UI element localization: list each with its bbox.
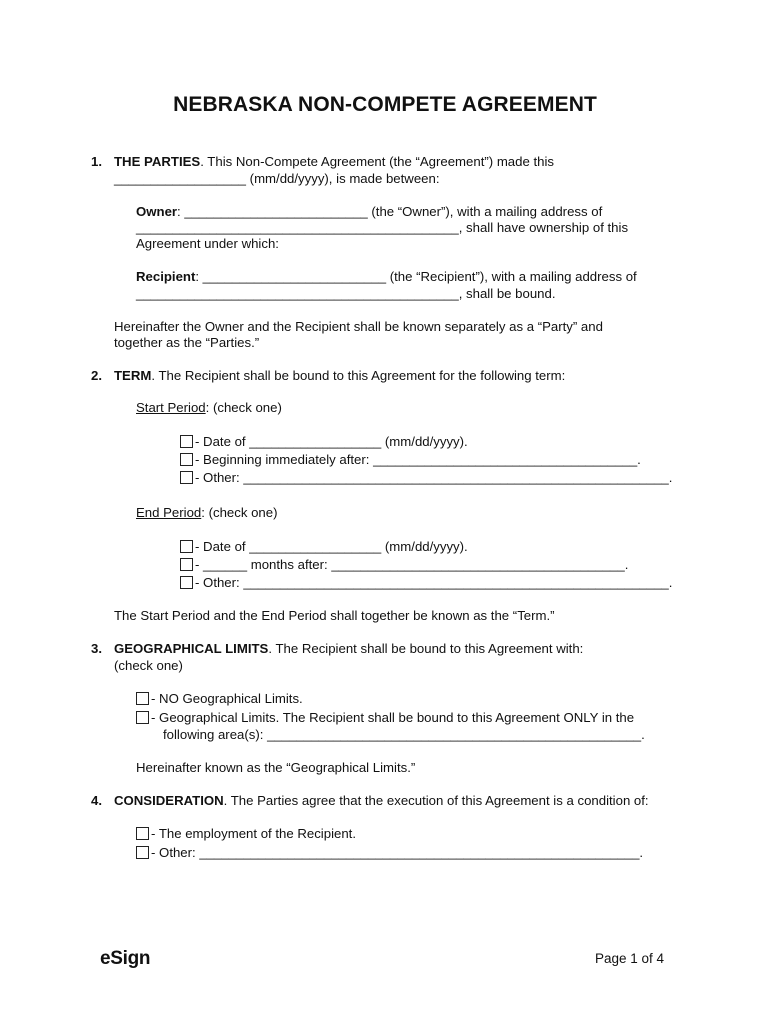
end-option-months xyxy=(180,556,628,573)
term-definition: The Start Period and the End Period shall together be known as the “Term.” xyxy=(114,608,555,623)
option-label: - Other: __________________________________________________________. xyxy=(195,470,673,485)
section-4-text: . The Parties agree that the execution of this Agreement is a condition of: xyxy=(223,793,649,808)
checkbox[interactable] xyxy=(136,692,149,705)
end-period-label: End Period xyxy=(136,505,202,520)
option-label: - ______ months after: ________________________________________. xyxy=(195,557,629,572)
end-period-suffix: : (check one) xyxy=(201,505,278,520)
section-1-heading: THE PARTIES xyxy=(114,154,201,169)
section-3-heading: GEOGRAPHICAL LIMITS xyxy=(114,641,269,656)
parties-definition-line-1: Hereinafter the Owner and the Recipient shall be known separately as a “Party” and xyxy=(114,319,603,334)
option-label: - NO Geographical Limits. xyxy=(151,691,303,706)
end-option-other xyxy=(180,574,672,591)
geo-option-none xyxy=(136,690,303,707)
start-option-beginning xyxy=(180,451,641,468)
section-4-heading: CONSIDERATION xyxy=(114,793,224,808)
esign-logo: eSign xyxy=(100,948,151,969)
section-1-text: . This Non-Compete Agreement (the “Agreement”) made this xyxy=(200,154,554,169)
page-number: Page 1 of 4 xyxy=(595,951,665,966)
start-period-heading xyxy=(136,399,282,416)
start-period-label: Start Period xyxy=(136,400,206,415)
checkbox[interactable] xyxy=(180,453,193,466)
section-3-number: 3. xyxy=(91,641,102,656)
section-3-line xyxy=(114,640,583,657)
option-label: - Date of __________________ (mm/dd/yyyy). xyxy=(195,539,468,554)
option-label: - The employment of the Recipient. xyxy=(151,826,356,841)
owner-line-1 xyxy=(136,203,602,220)
option-label: - Other: ____________________________________________________________. xyxy=(151,845,644,860)
section-3-text: . The Recipient shall be bound to this Agreement with: xyxy=(268,641,584,656)
end-period-heading xyxy=(136,504,277,521)
checkbox[interactable] xyxy=(180,435,193,448)
geo-option-limits xyxy=(136,709,634,726)
geo-definition: Hereinafter known as the “Geographical Limits.” xyxy=(136,760,416,775)
start-option-other xyxy=(180,469,672,486)
owner-text: : _________________________ (the “Owner”), with a mailing address of xyxy=(177,204,603,219)
option-label: - Geographical Limits. The Recipient shall be bound to this Agreement ONLY in the xyxy=(151,710,635,725)
checkbox[interactable] xyxy=(180,576,193,589)
document-title: NEBRASKA NON-COMPETE AGREEMENT xyxy=(173,93,597,116)
section-4-line xyxy=(114,792,649,809)
recipient-line-2: ____________________________________________, shall be bound. xyxy=(136,286,556,301)
option-label: - Date of __________________ (mm/dd/yyyy). xyxy=(195,434,468,449)
end-option-date xyxy=(180,538,468,555)
option-label: - Beginning immediately after: ____________________________________. xyxy=(195,452,641,467)
checkbox[interactable] xyxy=(136,711,149,724)
consideration-option-employment xyxy=(136,825,356,842)
recipient-text: : _________________________ (the “Recipient”), with a mailing address of xyxy=(195,269,637,284)
section-2-line xyxy=(114,367,565,384)
checkbox[interactable] xyxy=(180,540,193,553)
start-option-date xyxy=(180,433,468,450)
consideration-option-other xyxy=(136,844,643,861)
checkbox[interactable] xyxy=(180,558,193,571)
recipient-line-1 xyxy=(136,268,637,285)
section-1-line-2: __________________ (mm/dd/yyyy), is made between: xyxy=(114,171,440,186)
checkbox[interactable] xyxy=(136,827,149,840)
checkbox[interactable] xyxy=(136,846,149,859)
section-4-number: 4. xyxy=(91,793,102,808)
checkbox[interactable] xyxy=(180,471,193,484)
option-label: - Other: __________________________________________________________. xyxy=(195,575,673,590)
start-period-suffix: : (check one) xyxy=(205,400,282,415)
owner-line-3: Agreement under which: xyxy=(136,236,279,251)
section-2-text: . The Recipient shall be bound to this Agreement for the following term: xyxy=(151,368,566,383)
owner-line-2: ____________________________________________, shall have ownership of this xyxy=(136,220,629,235)
geo-option-limits-area: following area(s): ___________________________________________________. xyxy=(163,727,645,742)
section-1-line-1 xyxy=(114,153,554,170)
section-2-number: 2. xyxy=(91,368,102,383)
section-1-number: 1. xyxy=(91,154,102,169)
section-3-check-one: (check one) xyxy=(114,658,183,673)
recipient-label: Recipient xyxy=(136,269,196,284)
parties-definition-line-2: together as the “Parties.” xyxy=(114,335,260,350)
section-2-heading: TERM xyxy=(114,368,152,383)
owner-label: Owner xyxy=(136,204,178,219)
